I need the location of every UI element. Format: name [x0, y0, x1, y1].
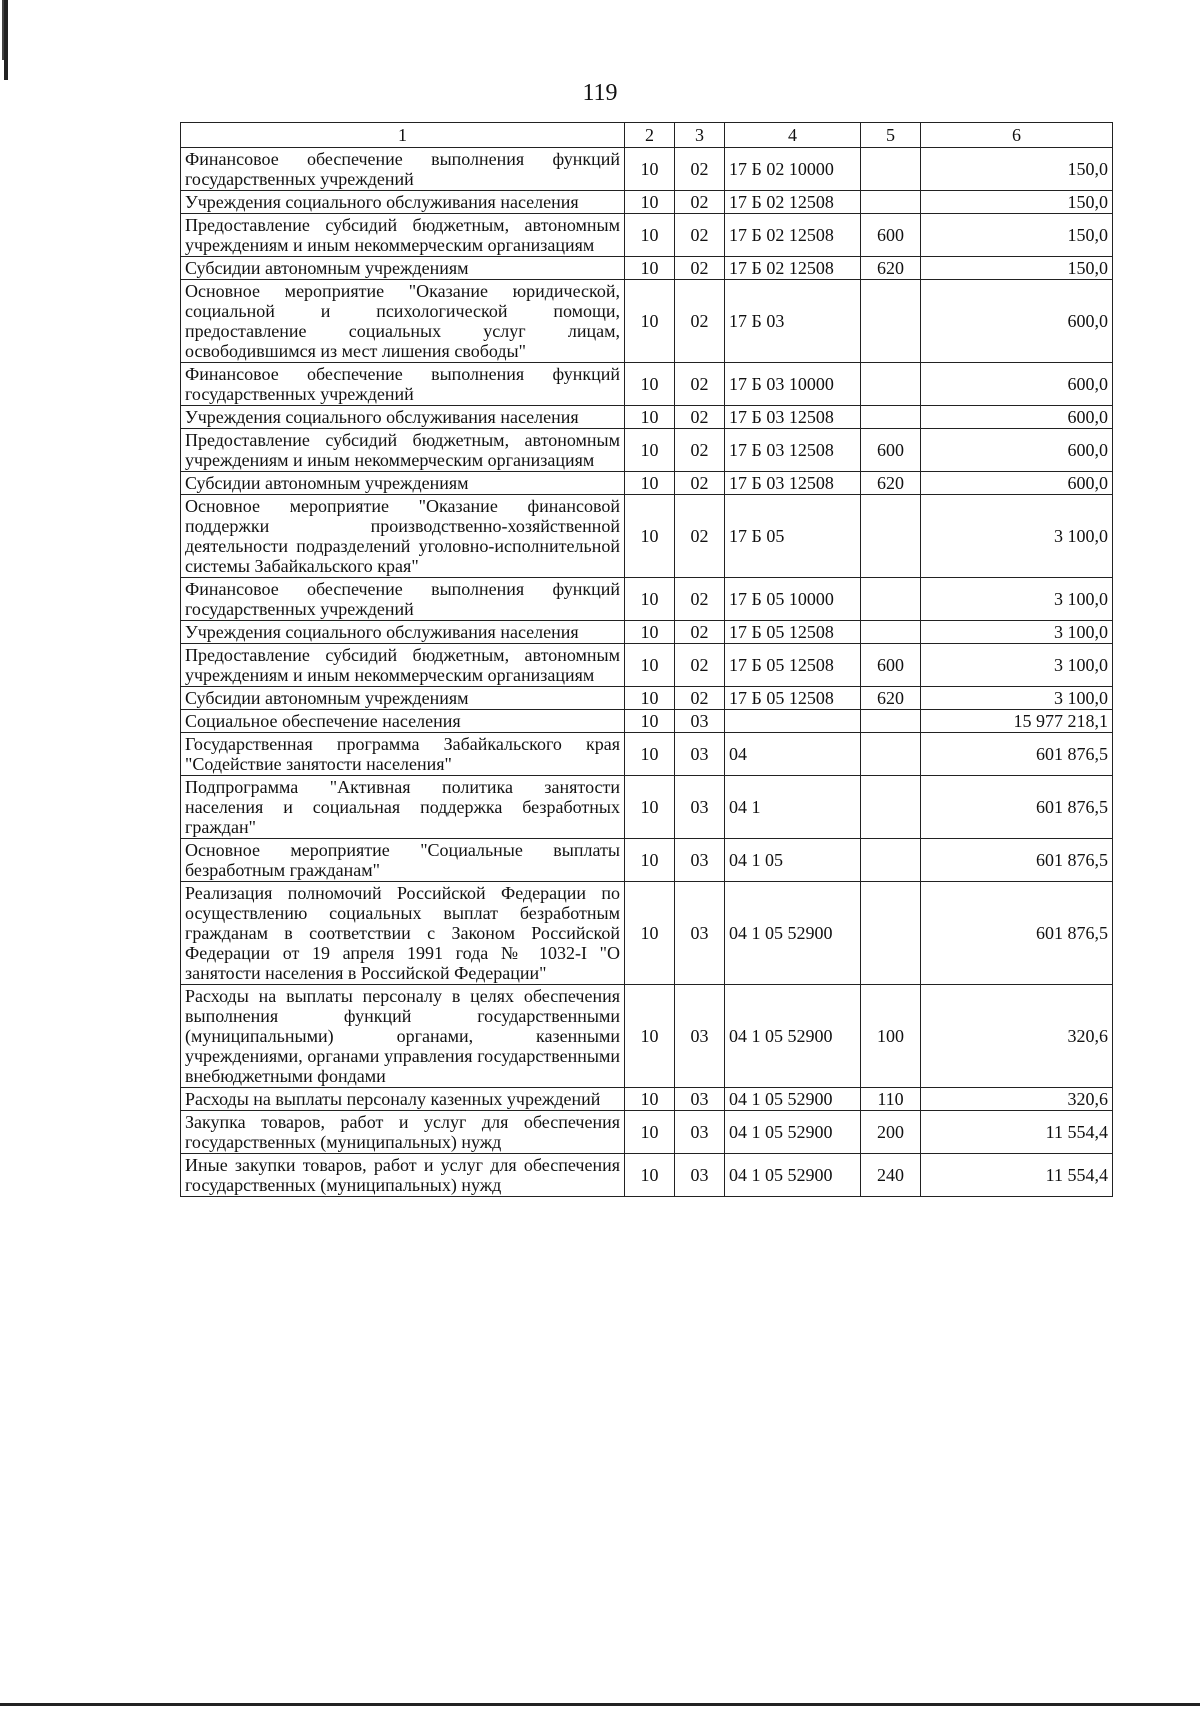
row-sum-cell: 11 554,4 — [921, 1111, 1113, 1154]
row-section-cell: 10 — [625, 363, 675, 406]
row-name-cell: Учреждения социального обслуживания населения — [181, 406, 625, 429]
row-code-cell: 04 1 05 52900 — [725, 985, 861, 1088]
row-code-cell: 17 Б 02 12508 — [725, 257, 861, 280]
row-code-cell — [725, 710, 861, 733]
column-header: 4 — [725, 123, 861, 148]
row-section-cell: 10 — [625, 148, 675, 191]
table-row — [181, 644, 1113, 687]
row-sum-cell: 150,0 — [921, 214, 1113, 257]
table-row — [181, 495, 1113, 578]
row-subsection-cell: 02 — [675, 191, 725, 214]
row-type-cell: 240 — [861, 1154, 921, 1197]
row-section-cell: 10 — [625, 621, 675, 644]
row-subsection-cell: 03 — [675, 985, 725, 1088]
row-name-cell: Учреждения социального обслуживания населения — [181, 621, 625, 644]
row-section-cell: 10 — [625, 429, 675, 472]
row-section-cell: 10 — [625, 191, 675, 214]
row-subsection-cell: 02 — [675, 687, 725, 710]
row-type-cell: 100 — [861, 985, 921, 1088]
row-type-cell — [861, 191, 921, 214]
column-header: 2 — [625, 123, 675, 148]
row-type-cell — [861, 495, 921, 578]
row-code-cell: 17 Б 05 12508 — [725, 687, 861, 710]
row-type-cell — [861, 406, 921, 429]
table-row — [181, 882, 1113, 985]
row-code-cell: 17 Б 02 12508 — [725, 214, 861, 257]
table-row — [181, 621, 1113, 644]
row-sum-cell: 600,0 — [921, 429, 1113, 472]
row-code-cell: 17 Б 03 12508 — [725, 472, 861, 495]
row-name-cell: Учреждения социального обслуживания населения — [181, 191, 625, 214]
row-code-cell: 17 Б 05 12508 — [725, 621, 861, 644]
row-sum-cell: 601 876,5 — [921, 776, 1113, 839]
row-code-cell: 17 Б 03 12508 — [725, 429, 861, 472]
row-section-cell: 10 — [625, 882, 675, 985]
row-sum-cell: 150,0 — [921, 191, 1113, 214]
table-header-row — [181, 123, 1113, 148]
row-type-cell — [861, 578, 921, 621]
table-row — [181, 472, 1113, 495]
row-sum-cell: 601 876,5 — [921, 733, 1113, 776]
column-header: 5 — [861, 123, 921, 148]
row-subsection-cell: 02 — [675, 363, 725, 406]
row-name-cell: Расходы на выплаты персоналу в целях обеспечения выполнения функций государственными (муниципальными) органами, казенными учреждениями, органами управления государственными внебюджетными фондами — [181, 985, 625, 1088]
row-name-cell: Предоставление субсидий бюджетным, автономным учреждениям и иным некоммерческим организациям — [181, 214, 625, 257]
row-name-cell: Финансовое обеспечение выполнения функций государственных учреждений — [181, 578, 625, 621]
table-row — [181, 148, 1113, 191]
table-row — [181, 687, 1113, 710]
row-section-cell: 10 — [625, 578, 675, 621]
row-type-cell: 620 — [861, 472, 921, 495]
row-section-cell: 10 — [625, 214, 675, 257]
row-section-cell: 10 — [625, 257, 675, 280]
row-sum-cell: 320,6 — [921, 985, 1113, 1088]
scan-edge-mark — [4, 0, 8, 80]
column-header: 1 — [181, 123, 625, 148]
row-type-cell: 620 — [861, 687, 921, 710]
row-sum-cell: 600,0 — [921, 406, 1113, 429]
table-row — [181, 710, 1113, 733]
row-name-cell: Субсидии автономным учреждениям — [181, 472, 625, 495]
row-name-cell: Основное мероприятие "Социальные выплаты безработным гражданам" — [181, 839, 625, 882]
row-subsection-cell: 02 — [675, 472, 725, 495]
table-row — [181, 214, 1113, 257]
table-row — [181, 191, 1113, 214]
row-section-cell: 10 — [625, 472, 675, 495]
row-section-cell: 10 — [625, 406, 675, 429]
row-code-cell: 04 1 05 52900 — [725, 882, 861, 985]
row-section-cell: 10 — [625, 985, 675, 1088]
row-sum-cell: 15 977 218,1 — [921, 710, 1113, 733]
column-header: 3 — [675, 123, 725, 148]
row-type-cell: 620 — [861, 257, 921, 280]
row-section-cell: 10 — [625, 495, 675, 578]
row-sum-cell: 600,0 — [921, 472, 1113, 495]
row-section-cell: 10 — [625, 776, 675, 839]
table-row — [181, 839, 1113, 882]
row-code-cell: 17 Б 03 — [725, 280, 861, 363]
row-sum-cell: 601 876,5 — [921, 839, 1113, 882]
row-sum-cell: 320,6 — [921, 1088, 1113, 1111]
row-subsection-cell: 02 — [675, 148, 725, 191]
row-sum-cell: 3 100,0 — [921, 495, 1113, 578]
row-sum-cell: 600,0 — [921, 280, 1113, 363]
row-name-cell: Закупка товаров, работ и услуг для обеспечения государственных (муниципальных) нужд — [181, 1111, 625, 1154]
row-subsection-cell: 03 — [675, 710, 725, 733]
row-subsection-cell: 02 — [675, 280, 725, 363]
row-type-cell: 200 — [861, 1111, 921, 1154]
row-name-cell: Расходы на выплаты персоналу казенных учреждений — [181, 1088, 625, 1111]
row-subsection-cell: 02 — [675, 621, 725, 644]
table-row — [181, 776, 1113, 839]
row-sum-cell: 3 100,0 — [921, 687, 1113, 710]
row-code-cell: 17 Б 02 12508 — [725, 191, 861, 214]
row-code-cell: 04 1 05 52900 — [725, 1111, 861, 1154]
row-subsection-cell: 02 — [675, 214, 725, 257]
row-name-cell: Социальное обеспечение населения — [181, 710, 625, 733]
row-subsection-cell: 03 — [675, 1154, 725, 1197]
row-subsection-cell: 02 — [675, 644, 725, 687]
row-sum-cell: 150,0 — [921, 148, 1113, 191]
row-subsection-cell: 02 — [675, 429, 725, 472]
page-number: 119 — [582, 80, 618, 106]
row-type-cell: 600 — [861, 214, 921, 257]
row-name-cell: Субсидии автономным учреждениям — [181, 257, 625, 280]
row-type-cell — [861, 839, 921, 882]
row-type-cell: 600 — [861, 429, 921, 472]
row-subsection-cell: 03 — [675, 1111, 725, 1154]
row-sum-cell: 150,0 — [921, 257, 1113, 280]
table-row — [181, 733, 1113, 776]
row-section-cell: 10 — [625, 687, 675, 710]
row-name-cell: Финансовое обеспечение выполнения функций государственных учреждений — [181, 148, 625, 191]
row-name-cell: Основное мероприятие "Оказание финансовой поддержки производственно-хозяйственной деятельности подразделений уголовно-исполнительной системы Забайкальского края" — [181, 495, 625, 578]
row-code-cell: 17 Б 02 10000 — [725, 148, 861, 191]
row-code-cell: 04 — [725, 733, 861, 776]
table-row — [181, 1111, 1113, 1154]
row-section-cell: 10 — [625, 280, 675, 363]
row-name-cell: Предоставление субсидий бюджетным, автономным учреждениям и иным некоммерческим организациям — [181, 644, 625, 687]
row-type-cell — [861, 363, 921, 406]
row-subsection-cell: 03 — [675, 839, 725, 882]
row-name-cell: Субсидии автономным учреждениям — [181, 687, 625, 710]
row-section-cell: 10 — [625, 1154, 675, 1197]
row-section-cell: 10 — [625, 1111, 675, 1154]
row-sum-cell: 3 100,0 — [921, 578, 1113, 621]
column-header: 6 — [921, 123, 1113, 148]
row-name-cell: Реализация полномочий Российской Федерации по осуществлению социальных выплат безработным гражданам в соответствии с Законом Российской Федерации от 19 апреля 1991 года № 1032-I "О занятости населения в Российской Федерации" — [181, 882, 625, 985]
row-section-cell: 10 — [625, 644, 675, 687]
row-subsection-cell: 03 — [675, 882, 725, 985]
row-name-cell: Подпрограмма "Активная политика занятости населения и социальная поддержка безработных граждан" — [181, 776, 625, 839]
row-sum-cell: 3 100,0 — [921, 621, 1113, 644]
row-code-cell: 04 1 05 — [725, 839, 861, 882]
table-row — [181, 429, 1113, 472]
row-type-cell — [861, 882, 921, 985]
table-row — [181, 985, 1113, 1088]
row-code-cell: 17 Б 03 12508 — [725, 406, 861, 429]
table-row — [181, 578, 1113, 621]
row-name-cell: Государственная программа Забайкальского края "Содействие занятости населения" — [181, 733, 625, 776]
row-code-cell: 17 Б 05 — [725, 495, 861, 578]
row-subsection-cell: 03 — [675, 1088, 725, 1111]
row-type-cell — [861, 710, 921, 733]
row-code-cell: 04 1 — [725, 776, 861, 839]
row-section-cell: 10 — [625, 710, 675, 733]
row-name-cell: Иные закупки товаров, работ и услуг для обеспечения государственных (муниципальных) нужд — [181, 1154, 625, 1197]
row-subsection-cell: 03 — [675, 733, 725, 776]
table-row — [181, 257, 1113, 280]
row-sum-cell: 11 554,4 — [921, 1154, 1113, 1197]
row-name-cell: Предоставление субсидий бюджетным, автономным учреждениям и иным некоммерческим организациям — [181, 429, 625, 472]
row-sum-cell: 600,0 — [921, 363, 1113, 406]
row-type-cell — [861, 776, 921, 839]
table-row — [181, 1088, 1113, 1111]
row-type-cell — [861, 148, 921, 191]
row-name-cell: Основное мероприятие "Оказание юридической, социальной и психологической помощи, предоставление социальных услуг лицам, освободившимся из мест лишения свободы" — [181, 280, 625, 363]
row-type-cell — [861, 621, 921, 644]
row-type-cell: 600 — [861, 644, 921, 687]
row-type-cell — [861, 733, 921, 776]
row-section-cell: 10 — [625, 733, 675, 776]
row-code-cell: 04 1 05 52900 — [725, 1088, 861, 1111]
row-code-cell: 17 Б 03 10000 — [725, 363, 861, 406]
row-code-cell: 17 Б 05 10000 — [725, 578, 861, 621]
row-code-cell: 04 1 05 52900 — [725, 1154, 861, 1197]
budget-table — [180, 122, 1113, 1197]
table-row — [181, 406, 1113, 429]
row-name-cell: Финансовое обеспечение выполнения функций государственных учреждений — [181, 363, 625, 406]
row-section-cell: 10 — [625, 839, 675, 882]
row-subsection-cell: 03 — [675, 776, 725, 839]
row-type-cell — [861, 280, 921, 363]
table-row — [181, 1154, 1113, 1197]
row-code-cell: 17 Б 05 12508 — [725, 644, 861, 687]
row-sum-cell: 3 100,0 — [921, 644, 1113, 687]
row-section-cell: 10 — [625, 1088, 675, 1111]
row-subsection-cell: 02 — [675, 578, 725, 621]
scan-bottom-edge — [0, 1703, 1200, 1706]
table-row — [181, 363, 1113, 406]
row-type-cell: 110 — [861, 1088, 921, 1111]
table-body — [181, 148, 1113, 1197]
row-subsection-cell: 02 — [675, 495, 725, 578]
row-subsection-cell: 02 — [675, 257, 725, 280]
row-subsection-cell: 02 — [675, 406, 725, 429]
table-row — [181, 280, 1113, 363]
row-sum-cell: 601 876,5 — [921, 882, 1113, 985]
